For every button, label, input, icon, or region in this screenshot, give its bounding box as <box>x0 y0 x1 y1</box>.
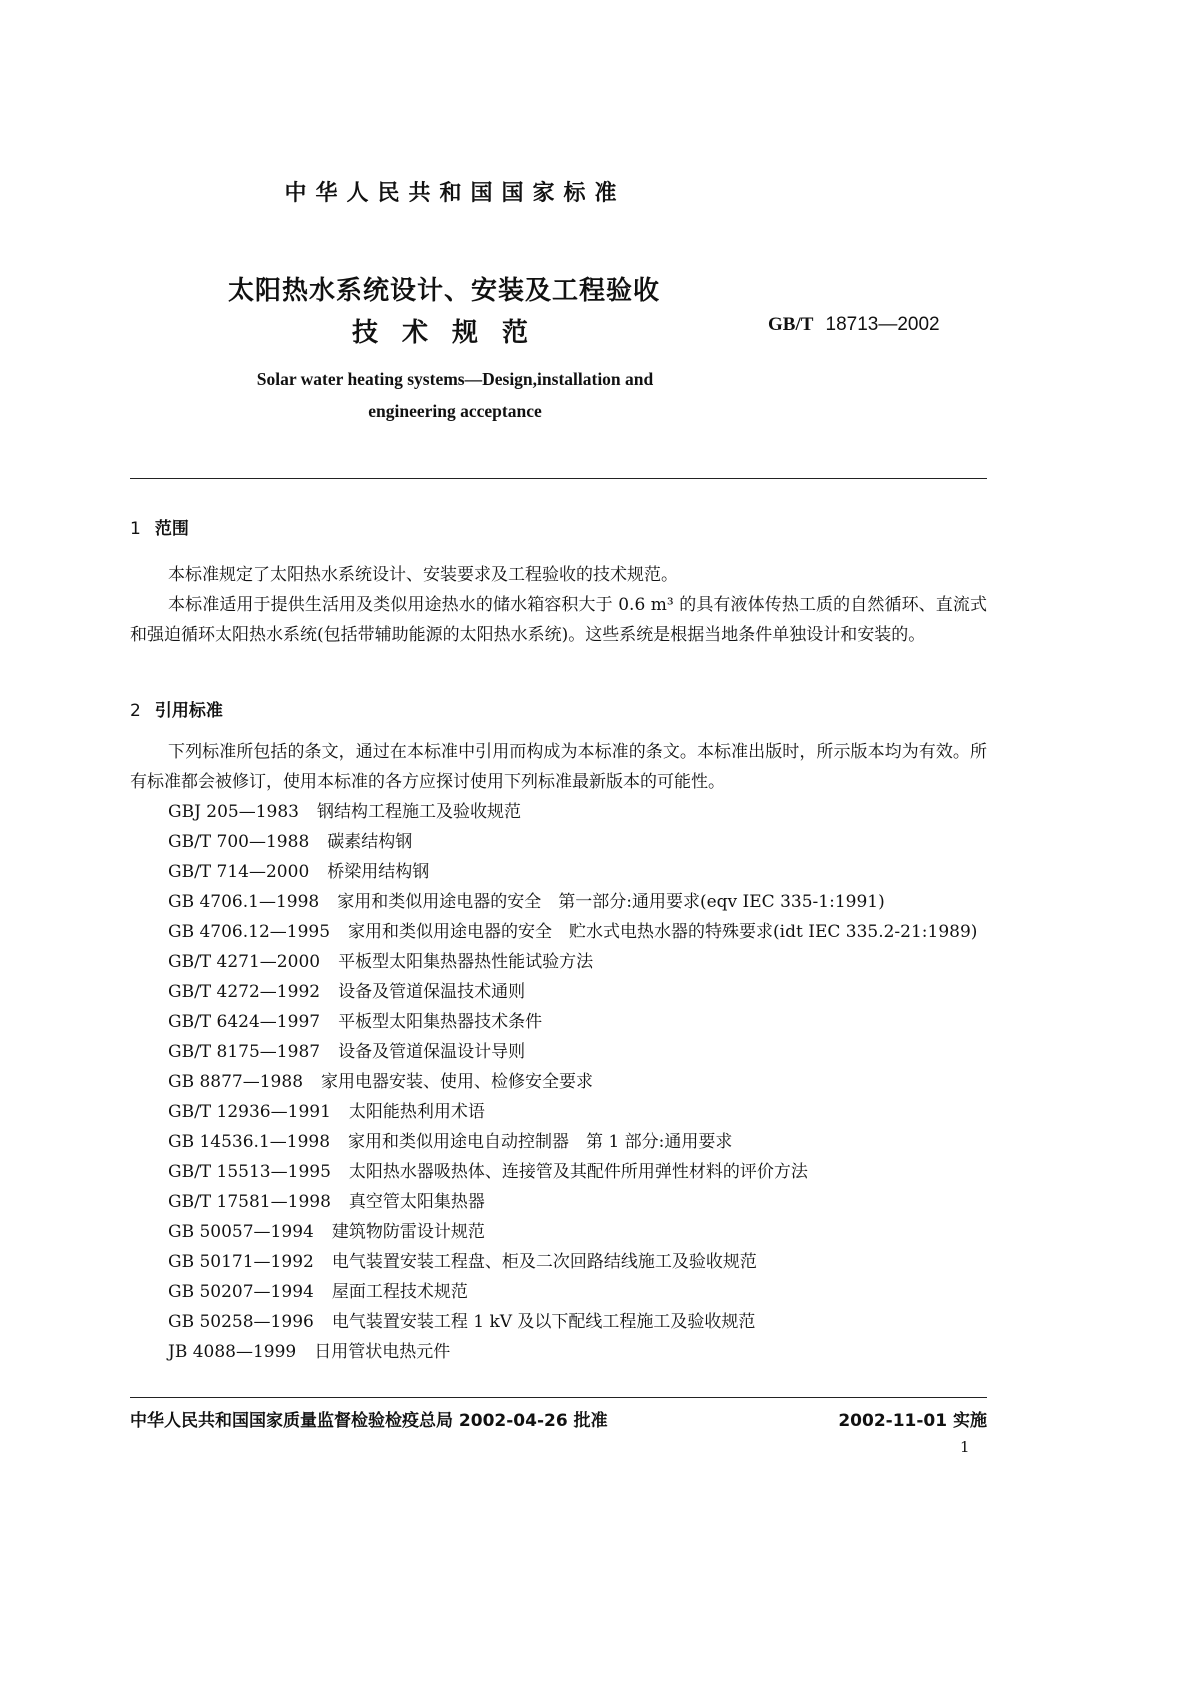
scope-paragraph-1: 本标准规定了太阳热水系统设计、安装要求及工程验收的技术规范。 <box>168 565 678 585</box>
reference-title: 设备及管道保温设计导则 <box>338 1042 526 1062</box>
standard-code <box>768 313 940 336</box>
national-standard-header: 中华人民共和国国家标准 <box>284 181 626 206</box>
reference-code: GB/T 8175—1987 <box>168 1042 321 1062</box>
english-title-line-2: engineering acceptance <box>368 401 542 421</box>
code-prefix: GB/T <box>768 314 814 335</box>
reference-list <box>168 797 988 1367</box>
reference-item <box>168 1337 988 1367</box>
reference-item <box>168 947 988 977</box>
reference-title: 真空管太阳集热器 <box>348 1192 485 1212</box>
reference-title: 电气装置安装工程 1 kV 及以下配线工程施工及验收规范 <box>331 1312 756 1332</box>
reference-code: GB 14536.1—1998 <box>168 1132 331 1152</box>
reference-title: 建筑物防雷设计规范 <box>331 1222 485 1242</box>
reference-code: GB 50171—1992 <box>168 1252 314 1272</box>
title-line-2: 技术规范 <box>352 318 553 348</box>
reference-title: 家用和类似用途电器的安全 第一部分:通用要求(eqv IEC 335-1:1991) <box>337 892 885 912</box>
reference-code: JB 4088—1999 <box>168 1342 297 1362</box>
reference-code: GB/T 12936—1991 <box>168 1102 331 1122</box>
reference-title: 平板型太阳集热器热性能试验方法 <box>338 952 594 972</box>
page-number: 1 <box>960 1438 970 1456</box>
reference-code: GB/T 15513—1995 <box>168 1162 331 1182</box>
reference-code: GB 50258—1996 <box>168 1312 314 1332</box>
reference-item <box>168 1127 988 1157</box>
reference-code: GB/T 4272—1992 <box>168 982 321 1002</box>
reference-title: 屋面工程技术规范 <box>331 1282 468 1302</box>
reference-title: 太阳能热利用术语 <box>348 1102 485 1122</box>
reference-item <box>168 977 988 1007</box>
reference-code: GB 4706.12—1995 <box>168 922 331 942</box>
reference-item <box>168 887 988 917</box>
reference-title: 太阳热水器吸热体、连接管及其配件所用弹性材料的评价方法 <box>348 1162 808 1182</box>
reference-code: GB/T 17581—1998 <box>168 1192 331 1212</box>
reference-item <box>168 1277 988 1307</box>
reference-title: 家用和类似用途电器的安全 贮水式电热水器的特殊要求(idt IEC 335.2-21:1989) <box>348 922 978 942</box>
reference-item <box>168 1007 988 1037</box>
reference-item <box>168 1307 988 1337</box>
reference-item <box>168 1097 988 1127</box>
reference-code: GB 8877—1988 <box>168 1072 304 1092</box>
reference-code: GB/T 714—2000 <box>168 862 310 882</box>
reference-item <box>168 1157 988 1187</box>
reference-item <box>168 1037 988 1067</box>
reference-item <box>168 917 988 947</box>
scope-paragraph-2: 本标准适用于提供生活用及类似用途热水的储水箱容积大于 0.6 m³ 的具有液体传热工质的自然循环、直流式和强迫循环太阳热水系统(包括带辅助能源的太阳热水系统)。这些系统是根据当地条件单独设计和安装的。 <box>130 595 987 645</box>
section-heading-scope <box>130 514 189 539</box>
footer-divider <box>130 1397 987 1398</box>
section-title: 范围 <box>154 519 189 539</box>
reference-item <box>168 1067 988 1097</box>
reference-item <box>168 1187 988 1217</box>
reference-title: 设备及管道保温技术通则 <box>338 982 526 1002</box>
reference-code: GBJ 205—1983 <box>168 802 300 822</box>
reference-item <box>168 797 988 827</box>
approval-text: 中华人民共和国国家质量监督检验检疫总局 2002-04-26 批准 <box>130 1411 608 1431</box>
reference-title: 家用和类似用途电自动控制器 第 1 部分:通用要求 <box>348 1132 733 1152</box>
reference-item <box>168 1247 988 1277</box>
header-divider <box>130 478 987 479</box>
section-number: 2 <box>130 701 141 721</box>
code-number: 18713—2002 <box>825 314 940 335</box>
reference-title: 平板型太阳集热器技术条件 <box>338 1012 543 1032</box>
reference-title: 日用管状电热元件 <box>314 1342 451 1362</box>
reference-item <box>168 827 988 857</box>
english-title-line-1: Solar water heating systems—Design,installation and <box>256 369 654 389</box>
reference-title: 碳素结构钢 <box>327 832 413 852</box>
reference-title: 桥梁用结构钢 <box>327 862 430 882</box>
effective-date: 2002-11-01 实施 <box>838 1411 987 1431</box>
section-title: 引用标准 <box>154 701 223 721</box>
reference-code: GB 50057—1994 <box>168 1222 314 1242</box>
reference-code: GB 50207—1994 <box>168 1282 314 1302</box>
reference-title: 电气装置安装工程盘、柜及二次回路结线施工及验收规范 <box>331 1252 757 1272</box>
references-intro: 下列标准所包括的条文，通过在本标准中引用而构成为本标准的条文。本标准出版时，所示版本均为有效。所有标准都会被修订，使用本标准的各方应探讨使用下列标准最新版本的可能性。 <box>130 742 987 792</box>
reference-title: 家用电器安装、使用、检修安全要求 <box>321 1072 594 1092</box>
reference-code: GB/T 4271—2000 <box>168 952 321 972</box>
reference-item <box>168 857 988 887</box>
section-heading-references <box>130 696 223 721</box>
section-number: 1 <box>130 519 141 539</box>
reference-code: GB/T 700—1988 <box>168 832 310 852</box>
title-line-1: 太阳热水系统设计、安装及工程验收 <box>228 276 661 306</box>
reference-code: GB/T 6424—1997 <box>168 1012 321 1032</box>
reference-item <box>168 1217 988 1247</box>
reference-code: GB 4706.1—1998 <box>168 892 320 912</box>
reference-title: 钢结构工程施工及验收规范 <box>317 802 522 822</box>
